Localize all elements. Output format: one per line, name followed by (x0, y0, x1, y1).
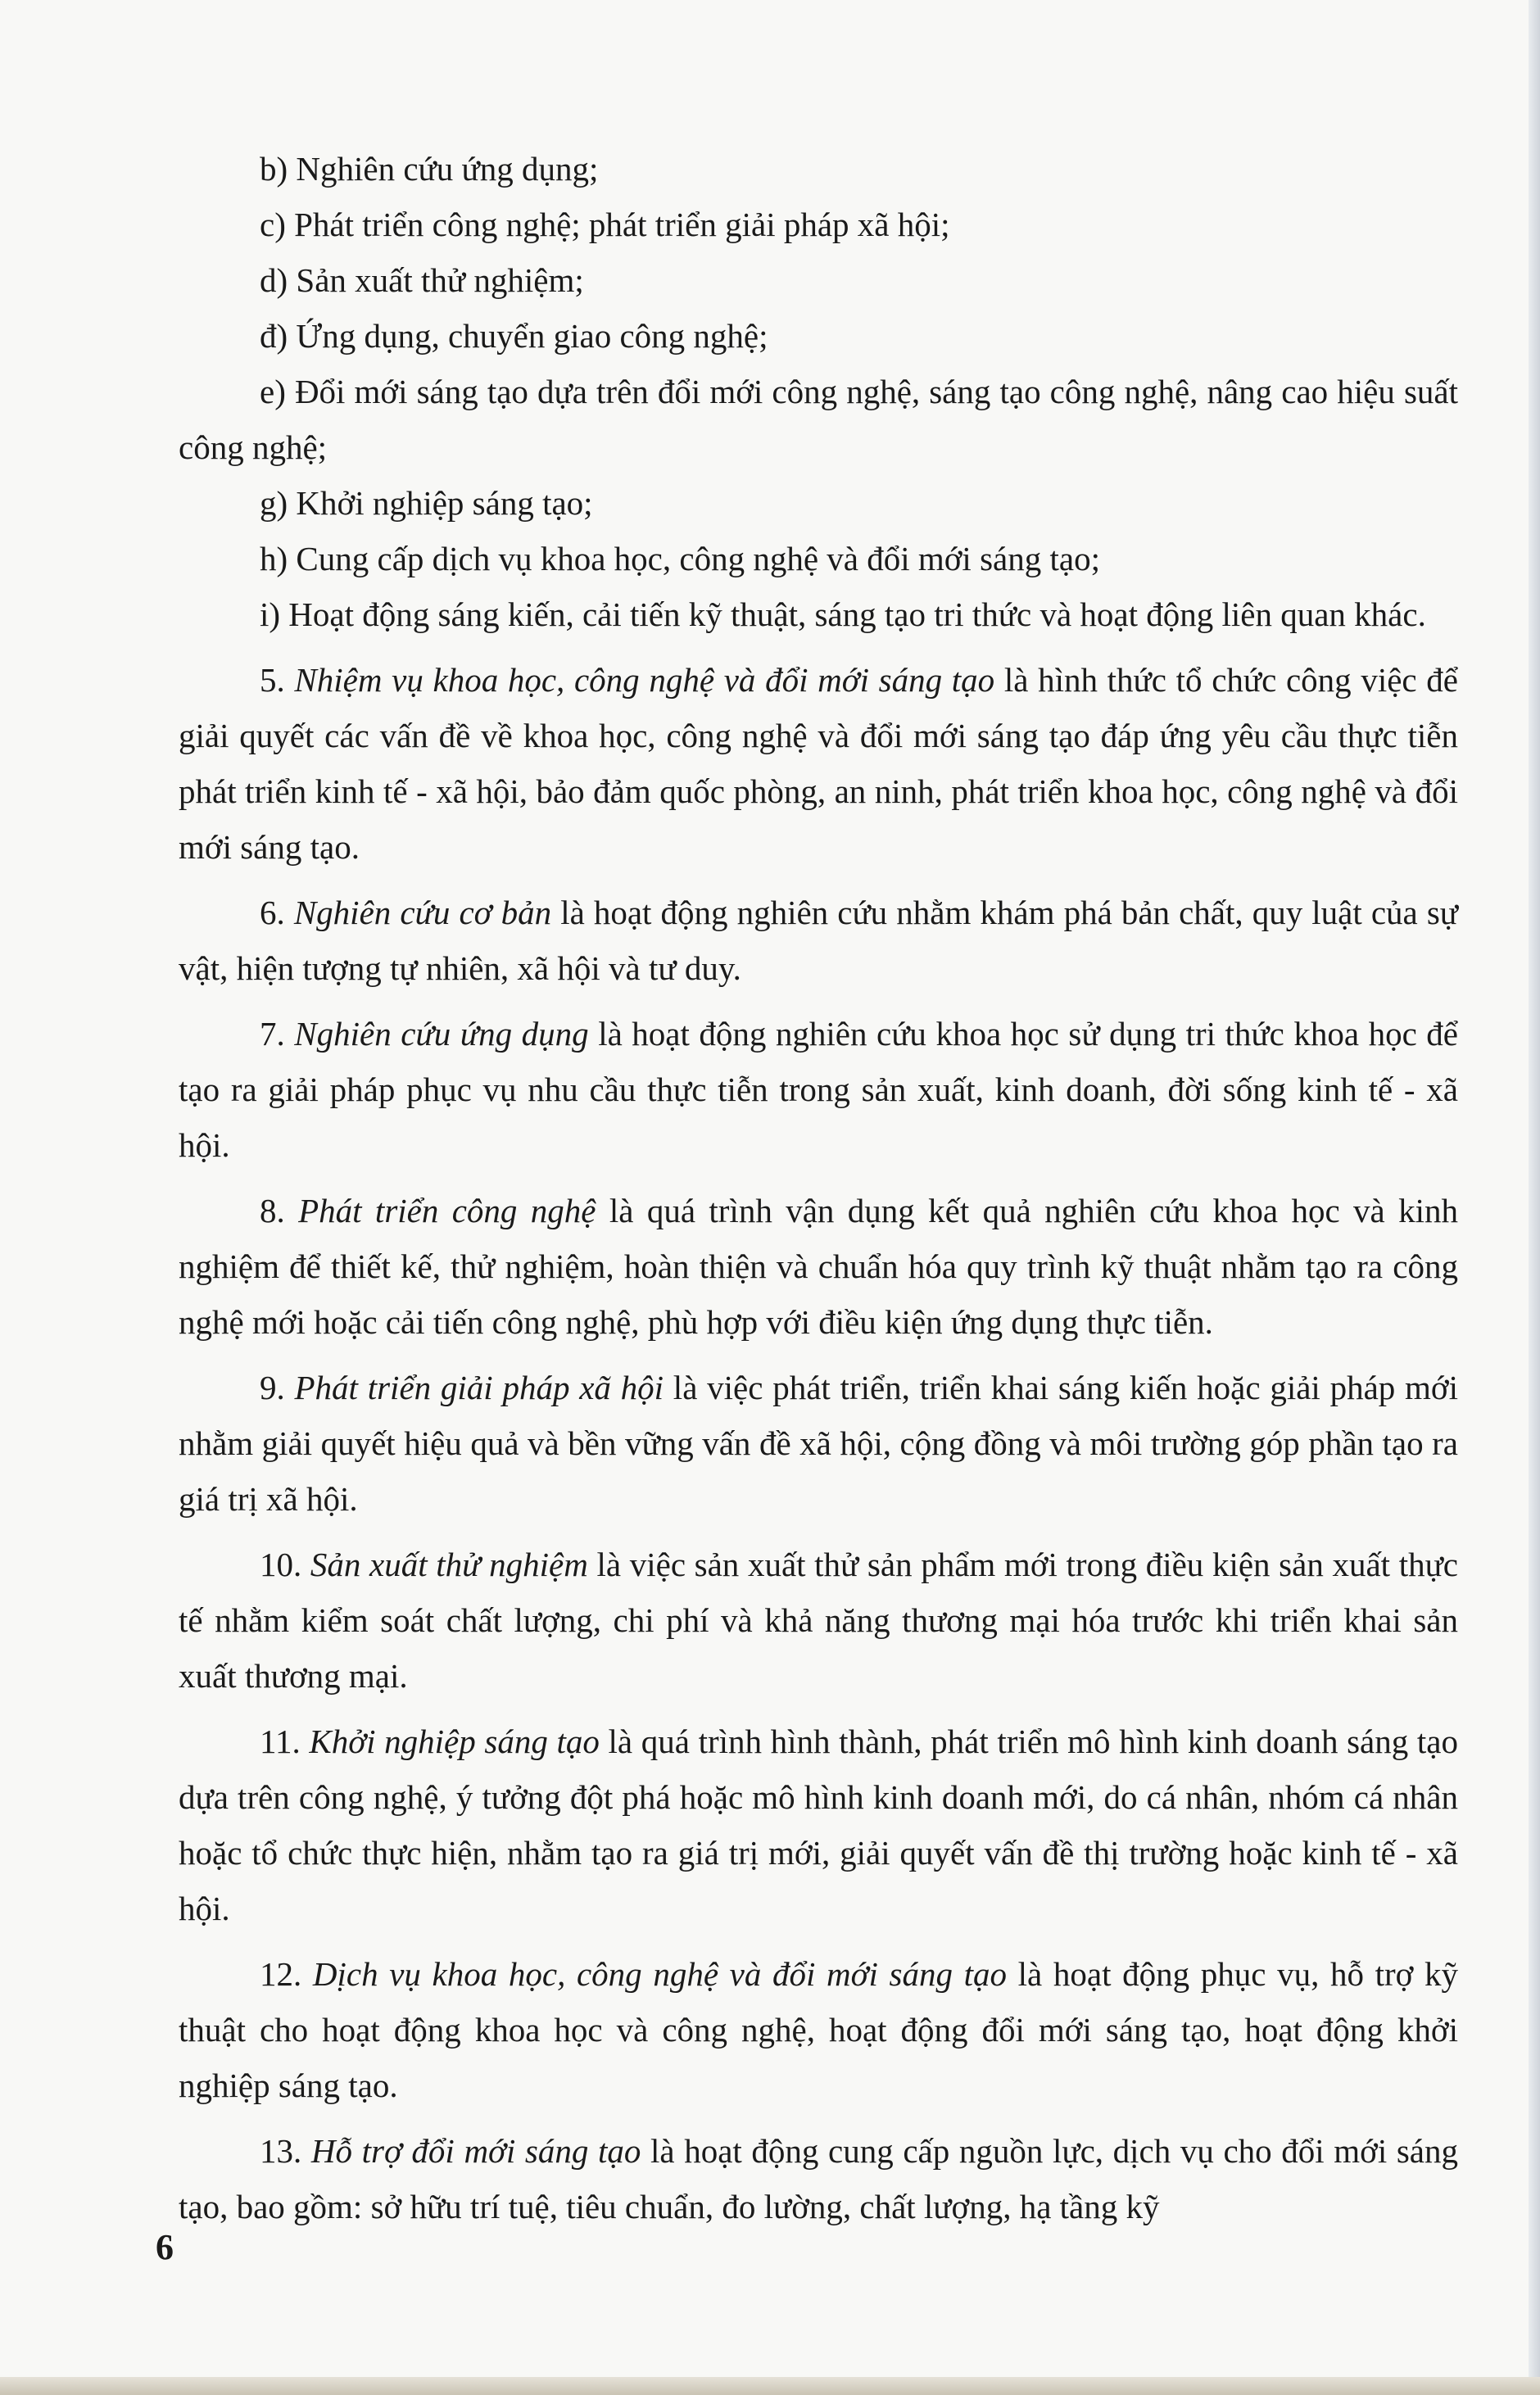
definition-term: Phát triển giải pháp xã hội (294, 1369, 664, 1406)
definition-number: 6. (260, 894, 294, 931)
definition-number: 12. (260, 1955, 313, 1993)
definition-text: là hoạt động phục vụ, hỗ trợ kỹ thuật cho hoạt động khoa học và công nghệ, hoạt động đổi mới sáng tạo, hoạt động khởi nghiệp sáng tạo. (179, 1955, 1458, 2104)
definition-number: 11. (260, 1723, 310, 1760)
definition-term: Nhiệm vụ khoa học, công nghệ và đổi mới sáng tạo (294, 661, 995, 699)
definition-13 (179, 2123, 1458, 2234)
list-item-g: g) Khởi nghiệp sáng tạo; (260, 484, 593, 522)
definition-text: là hoạt động nghiên cứu nhằm khám phá bản chất, quy luật của sự vật, hiện tượng tự nhiên, xã hội và tư duy. (179, 894, 1458, 987)
list-item-d: d) Sản xuất thử nghiệm; (260, 261, 584, 299)
definition-text: là hoạt động cung cấp nguồn lực, dịch vụ cho đổi mới sáng tạo, bao gồm: sở hữu trí tuệ, tiêu chuẩn, đo lường, chất lượng, hạ tầng kỹ (179, 2132, 1458, 2225)
definition-5 (179, 652, 1458, 875)
definition-9 (179, 1360, 1458, 1527)
definition-number: 13. (260, 2132, 311, 2170)
definition-number: 5. (260, 661, 295, 699)
definition-text: là quá trình hình thành, phát triển mô hình kinh doanh sáng tạo dựa trên công nghệ, ý tưởng đột phá hoặc mô hình kinh doanh mới, do cá nhân, nhóm cá nhân hoặc tổ chức thực hiện, nhằm tạo ra giá trị mới, giải quyết vấn đề thị trường hoặc kinh tế - xã hội. (179, 1723, 1458, 1927)
definition-term: Sản xuất thử nghiệm (310, 1546, 588, 1583)
page-bottom-edge (0, 2377, 1540, 2395)
definition-8 (179, 1183, 1458, 1350)
definition-10 (179, 1537, 1458, 1704)
definition-text: là hình thức tổ chức công việc để giải quyết các vấn đề về khoa học, công nghệ và đổi mới sáng tạo đáp ứng yêu cầu thực tiễn phát triển kinh tế - xã hội, bảo đảm quốc phòng, an ninh, phát triển khoa học, công nghệ và đổi mới sáng tạo. (179, 661, 1458, 866)
definition-term: Khởi nghiệp sáng tạo (309, 1723, 600, 1760)
definition-6 (179, 885, 1458, 996)
page-edge (1529, 0, 1540, 2395)
page-number: 6 (156, 2227, 174, 2267)
definition-text: là việc sản xuất thử sản phẩm mới trong điều kiện sản xuất thực tế nhằm kiểm soát chất lượng, chi phí và khả năng thương mại hóa trước khi triển khai sản xuất thương mại. (179, 1546, 1459, 1695)
list-item-b: b) Nghiên cứu ứng dụng; (260, 150, 599, 188)
definition-term: Nghiên cứu ứng dụng (294, 1015, 589, 1053)
list-item-c: c) Phát triển công nghệ; phát triển giải pháp xã hội; (260, 206, 950, 243)
definition-11 (179, 1714, 1458, 1936)
list-item-h: h) Cung cấp dịch vụ khoa học, công nghệ và đổi mới sáng tạo; (260, 540, 1100, 577)
list-item-dd: đ) Ứng dụng, chuyển giao công nghệ; (260, 317, 768, 355)
definition-term: Phát triển công nghệ (298, 1192, 596, 1229)
definition-term: Nghiên cứu cơ bản (293, 894, 552, 931)
definition-text: là việc phát triển, triển khai sáng kiến hoặc giải pháp mới nhằm giải quyết hiệu quả và bền vững vấn đề xã hội, cộng đồng và môi trường góp phần tạo ra giá trị xã hội. (179, 1369, 1458, 1518)
definition-term: Hỗ trợ đổi mới sáng tạo (310, 2132, 641, 2170)
definition-text: là hoạt động nghiên cứu khoa học sử dụng tri thức khoa học để tạo ra giải pháp phục vụ nhu cầu thực tiễn trong sản xuất, kinh doanh, đời sống kinh tế - xã hội. (179, 1015, 1458, 1164)
definition-term: Dịch vụ khoa học, công nghệ và đổi mới sáng tạo (312, 1955, 1008, 1993)
definition-number: 9. (260, 1369, 295, 1406)
list-item-i: i) Hoạt động sáng kiến, cải tiến kỹ thuật, sáng tạo tri thức và hoạt động liên quan khác. (260, 595, 1426, 633)
list-item-e: e) Đổi mới sáng tạo dựa trên đổi mới công nghệ, sáng tạo công nghệ, nâng cao hiệu suất công nghệ; (179, 373, 1458, 466)
definition-12 (179, 1946, 1458, 2113)
definition-number: 10. (260, 1546, 310, 1583)
article-text (179, 141, 1458, 2234)
definition-number: 8. (260, 1192, 299, 1229)
definition-number: 7. (260, 1015, 295, 1053)
definition-7 (179, 1006, 1458, 1173)
definition-text: là quá trình vận dụng kết quả nghiên cứu khoa học và kinh nghiệm để thiết kế, thử nghiệm, hoàn thiện và chuẩn hóa quy trình kỹ thuật nhằm tạo ra công nghệ mới hoặc cải tiến công nghệ, phù hợp với điều kiện ứng dụng thực tiễn. (179, 1192, 1458, 1341)
